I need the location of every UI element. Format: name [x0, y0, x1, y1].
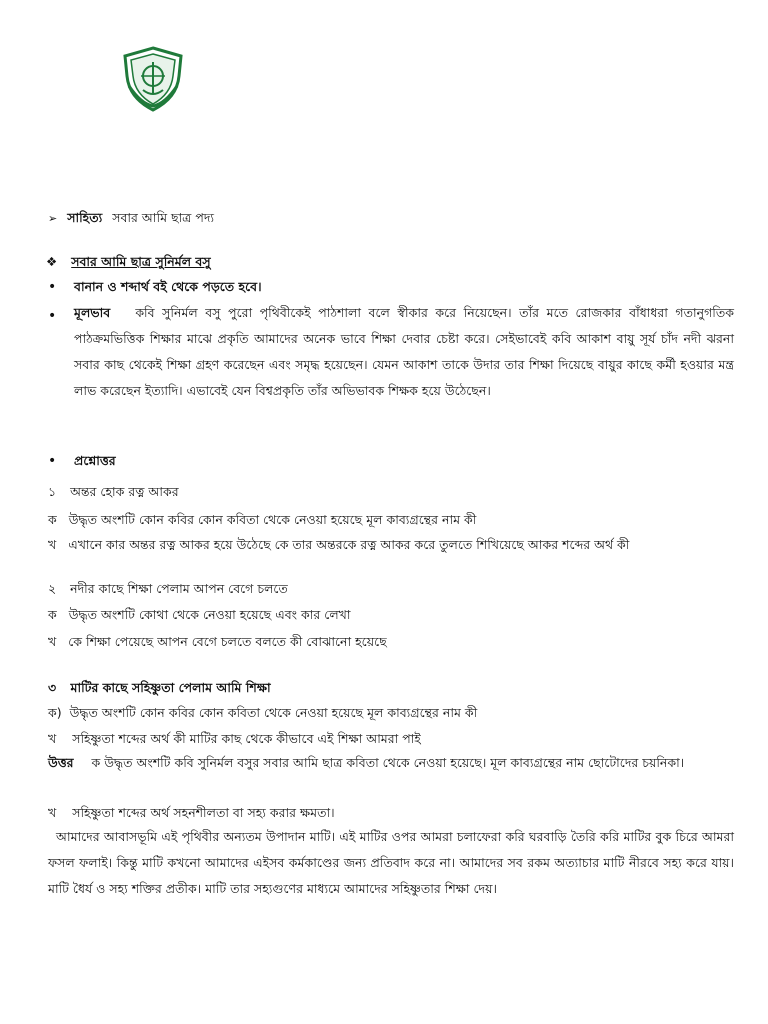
topic-line — [48, 209, 214, 228]
qa-heading: প্রশ্নোত্তর — [74, 453, 116, 468]
part-label: ক — [48, 607, 57, 622]
part-text: উদ্ধৃত অংশটি কোথা থেকে নেওয়া হয়েছে এবং কার লেখা — [68, 607, 351, 622]
arrow-bullet-icon: ➢ — [48, 212, 58, 225]
question-quote: অন্তর হোক রত্ন আকর — [70, 484, 179, 499]
part-label: খ — [48, 805, 57, 820]
topic-text: সবার আমি ছাত্র পদ্য — [112, 210, 215, 225]
school-crest-logo — [121, 46, 185, 112]
part-label: খ — [48, 537, 57, 552]
part-text: সহিষ্ণুতা শব্দের অর্থ কী মাটির কাছ থেকে কীভাবে এই শিক্ষা আমরা পাই — [72, 731, 421, 746]
answer-a-text: ক উদ্ধৃত অংশটি কবি সুনির্মল বসুর সবার আমি ছাত্র কবিতা থেকে নেওয়া হয়েছে। মূল কাব্যগ্রন্থের নাম ছোটোদের চয়নিকা। — [91, 755, 685, 770]
part-label: ক — [48, 512, 57, 527]
bullet-icon: • — [48, 279, 57, 295]
lesson-title-text: সবার আমি ছাত্র সুনির্মল বসু — [71, 254, 211, 269]
question-3 — [48, 679, 271, 697]
spelling-note: বানান ও শব্দার্থ বই থেকে পড়তে হবে। — [74, 279, 262, 294]
question-quote: নদীর কাছে শিক্ষা পেলাম আপন বেগে চলতে — [70, 581, 288, 596]
lesson-title — [46, 253, 211, 271]
part-text: উদ্ধৃত অংশটি কোন কবির কোন কবিতা থেকে নেওয়া হয়েছে মূল কাব্যগ্রন্থের নাম কী — [69, 705, 478, 720]
question-1 — [48, 483, 179, 501]
part-label: ক) — [48, 705, 62, 720]
diamond-bullet-icon: ❖ — [46, 254, 58, 269]
question-quote: মাটির কাছে সহিষ্ণুতা পেলাম আমি শিক্ষা — [70, 680, 271, 695]
answer-label: উত্তর — [48, 755, 74, 770]
bullet-icon: • — [48, 308, 57, 324]
answer-explanation-paragraph: আমাদের আবাসভূমি এই পৃথিবীর অন্যতম উপাদান মাটি। এই মাটির ওপর আমরা চলাফেরা করি ঘরবাড়ি তৈরি করি মাটির বুক চিরে আমরা ফসল ফলাই। কিন্তু মাটি কখনো আমাদের এইসব কর্মকাণ্ডের জন্য প্রতিবাদ করে না। আমাদের সব রকম অত্যাচার মাটি নীরবে সহ্য করে যায়। মাটি ধৈর্য ও সহ্য শক্তির প্রতীক। মাটি তার সহ্যগুণের মাধ্যমে আমাদের সহিষ্ণুতার শিক্ষা দেয়। — [48, 829, 734, 896]
question-3-part-a — [48, 704, 477, 722]
question-2 — [48, 580, 288, 598]
answer-b-text: সহিষ্ণুতা শব্দের অর্থ সহনশীলতা বা সহ্য করার ক্ষমতা। — [72, 805, 335, 820]
summary-paragraph — [74, 300, 734, 404]
question-2-part-a — [48, 606, 350, 624]
part-text: কে শিক্ষা পেয়েছে আপন বেগে চলতে বলতে কী বোঝানো হয়েছে — [68, 634, 387, 649]
question-1-part-a — [48, 511, 476, 529]
answer-a-paragraph — [48, 750, 734, 776]
answer-b-line — [48, 804, 335, 822]
bullet-icon: • — [48, 453, 57, 469]
summary-text: কবি সুনির্মল বসু পুরো পৃথিবীকেই পাঠশালা বলে স্বীকার করে নিয়েছেন। তাঁর মতে রোজকার বাঁধাধরা গতানুগতিক পাঠক্রমভিত্তিক শিক্ষার মাঝে প্রকৃতি আমাদের অনেক ভাবে শিক্ষা দেবার চেষ্টা করে। সেইভাবেই কবি আকাশ বায়ু সূর্য চাঁদ নদী ঝরনা সবার কাছ থেকেই শিক্ষা গ্রহণ করেছেন এবং সমৃদ্ধ হয়েছেন। যেমন আকাশ তাকে উদার তার শিক্ষা দিয়েছে বায়ুর কাছে কর্মী হওয়ার মন্ত্র লাভ করেছেন ইত্যাদি। এভাবেই যেন বিশ্বপ্রকৃতি তাঁর অভিভাবক শিক্ষক হয়ে উঠেছেন। — [74, 305, 734, 398]
part-text: উদ্ধৃত অংশটি কোন কবির কোন কবিতা থেকে নেওয়া হয়েছে মূল কাব্যগ্রন্থের নাম কী — [68, 512, 477, 527]
part-text: এখানে কার অন্তর রত্ন আকর হয়ে উঠেছে কে তার অন্তরকে রত্ন আকর করে তুলতে শিখিয়েছে আকর শব্দের অর্থ কী — [68, 537, 630, 552]
question-number: ৩ — [48, 680, 57, 695]
question-number: ২ — [48, 581, 57, 596]
part-label: খ — [48, 731, 57, 746]
question-2-part-b — [48, 633, 387, 651]
question-number: ১ — [48, 484, 57, 499]
topic-subject: সাহিত্য — [67, 210, 103, 225]
question-1-part-b — [48, 536, 629, 554]
summary-label: মূলভাব — [74, 305, 111, 320]
part-label: খ — [48, 634, 57, 649]
question-3-part-b — [48, 730, 421, 748]
